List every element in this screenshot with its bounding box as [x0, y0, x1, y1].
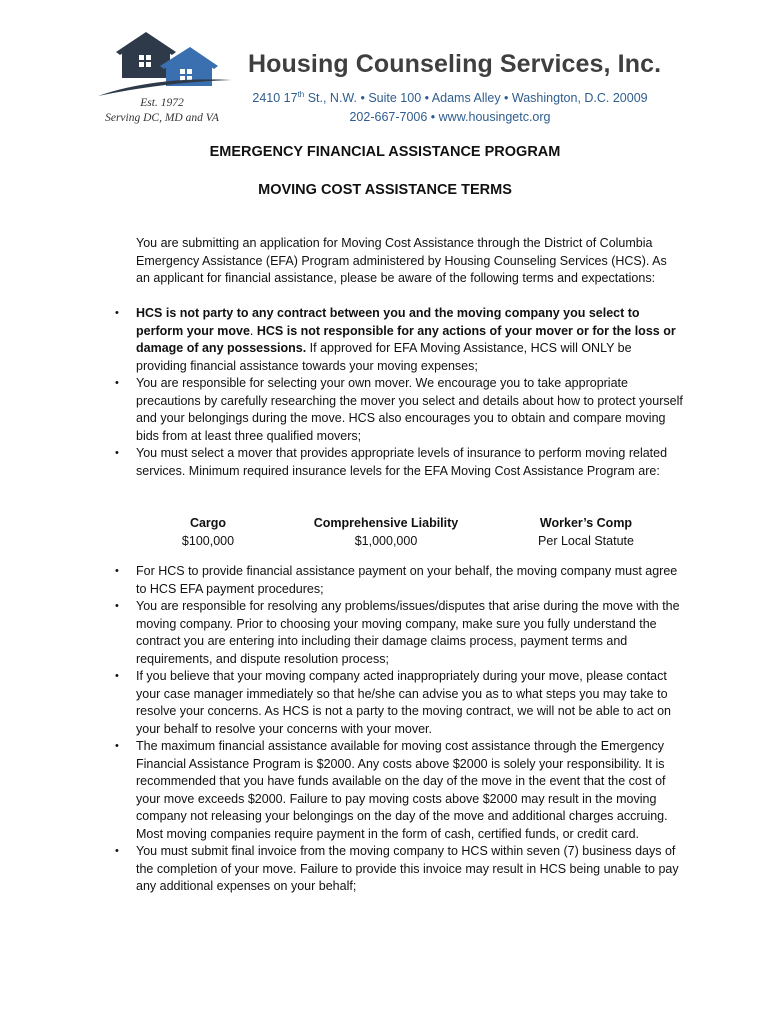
bullet-icon: • [115, 565, 119, 577]
insurance-cargo: Cargo $100,000 [181, 516, 235, 548]
list-item: • If you believe that your moving company acted inappropriately during your move, please contact your case manager immediately so that he/she can advise you as to what steps you may take to resolve your concerns. As HCS is not a party to the moving contract, we will not be able to act on your behalf to resolve your concerns with your mover. [115, 669, 671, 736]
list-item: • For HCS to provide financial assistance payment on your behalf, the moving company must agree to HCS EFA payment procedures; [115, 564, 678, 596]
list-item: • You are responsible for resolving any problems/issues/disputes that arise during the move with the moving company. Prior to choosing your moving company, make sure you fully understand the contract you are entering into including their damage claims process, payment terms and requirements, and dispute resolution process; [115, 599, 680, 666]
bullet-icon: • [115, 377, 119, 389]
terms-list-2 [115, 563, 684, 896]
insurance-liability: Comprehensive Liability $1,000,000 [313, 516, 459, 548]
logo [96, 30, 236, 130]
intro-paragraph: You are submitting an application for Moving Cost Assistance through the District of Columbia Emergency Assistance (EFA) Program administered by Housing Counseling Services (HCS). As an applicant for financial assistance, please be aware of the following terms and expectations: [136, 236, 667, 285]
bullet-icon: • [115, 307, 119, 319]
terms-list-1 [115, 305, 684, 480]
bullet-icon: • [115, 740, 119, 752]
est-year: Est. 1972 [140, 97, 184, 109]
list-item: • You must select a mover that provides appropriate levels of insurance to perform moving related services. Minimum required insurance levels for the EFA Moving Cost Assistance Program are: [115, 446, 668, 478]
list-item: • You must submit final invoice from the moving company to HCS within seven (7) business days of the completion of your move. Failure to provide this invoice may result in HCS being unable to pay any additional expenses on your behalf; [115, 844, 679, 893]
org-address: 2410 17th St., N.W. • Suite 100 • Adams Alley • Washington, D.C. 20009 [252, 90, 648, 106]
org-contact: 202-667-7006 • www.housingetc.org [349, 110, 551, 124]
list-item: • HCS is not party to any contract between you and the moving company you select to perform your move. HCS is not responsible for any actions of your mover or for the loss or damage of any possessions. If approved for EFA Moving Assistance, HCS will ONLY be providing financial assistance towards your moving expenses; [115, 306, 676, 373]
logo-tagline [96, 96, 228, 126]
house-logo-icon [96, 30, 236, 100]
list-item: • The maximum financial assistance available for moving cost assistance through the Emergency Financial Assistance Program is $2000. Any costs above $2000 is solely your responsibility. It is recommended that you have funds available on the day of the move in the event that the cost of your move exceeds $2000. Failure to pay moving costs above $2000 may result in the moving company not releasing your belongings on the day of the move and additional charges accruing. Most moving companies require payment in the form of cash, certified funds, or credit card. [115, 739, 668, 841]
document-subtitle: MOVING COST ASSISTANCE TERMS [258, 182, 512, 198]
bullet-icon: • [115, 447, 119, 459]
list-item: • You are responsible for selecting your own mover. We encourage you to take appropriate precautions by carefully researching the mover you select and details about how to protect yourself and your belongings during the move. HCS also encourages you to obtain and compare moving bids from at least three qualified movers; [115, 376, 683, 443]
bullet-icon: • [115, 600, 119, 612]
insurance-workers-comp: Worker’s Comp Per Local Statute [538, 516, 634, 548]
org-name: Housing Counseling Services, Inc. [248, 50, 662, 78]
bullet-icon: • [115, 845, 119, 857]
document-title: EMERGENCY FINANCIAL ASSISTANCE PROGRAM [209, 144, 561, 160]
service-area: Serving DC, MD and VA [105, 112, 219, 124]
bullet-icon: • [115, 670, 119, 682]
